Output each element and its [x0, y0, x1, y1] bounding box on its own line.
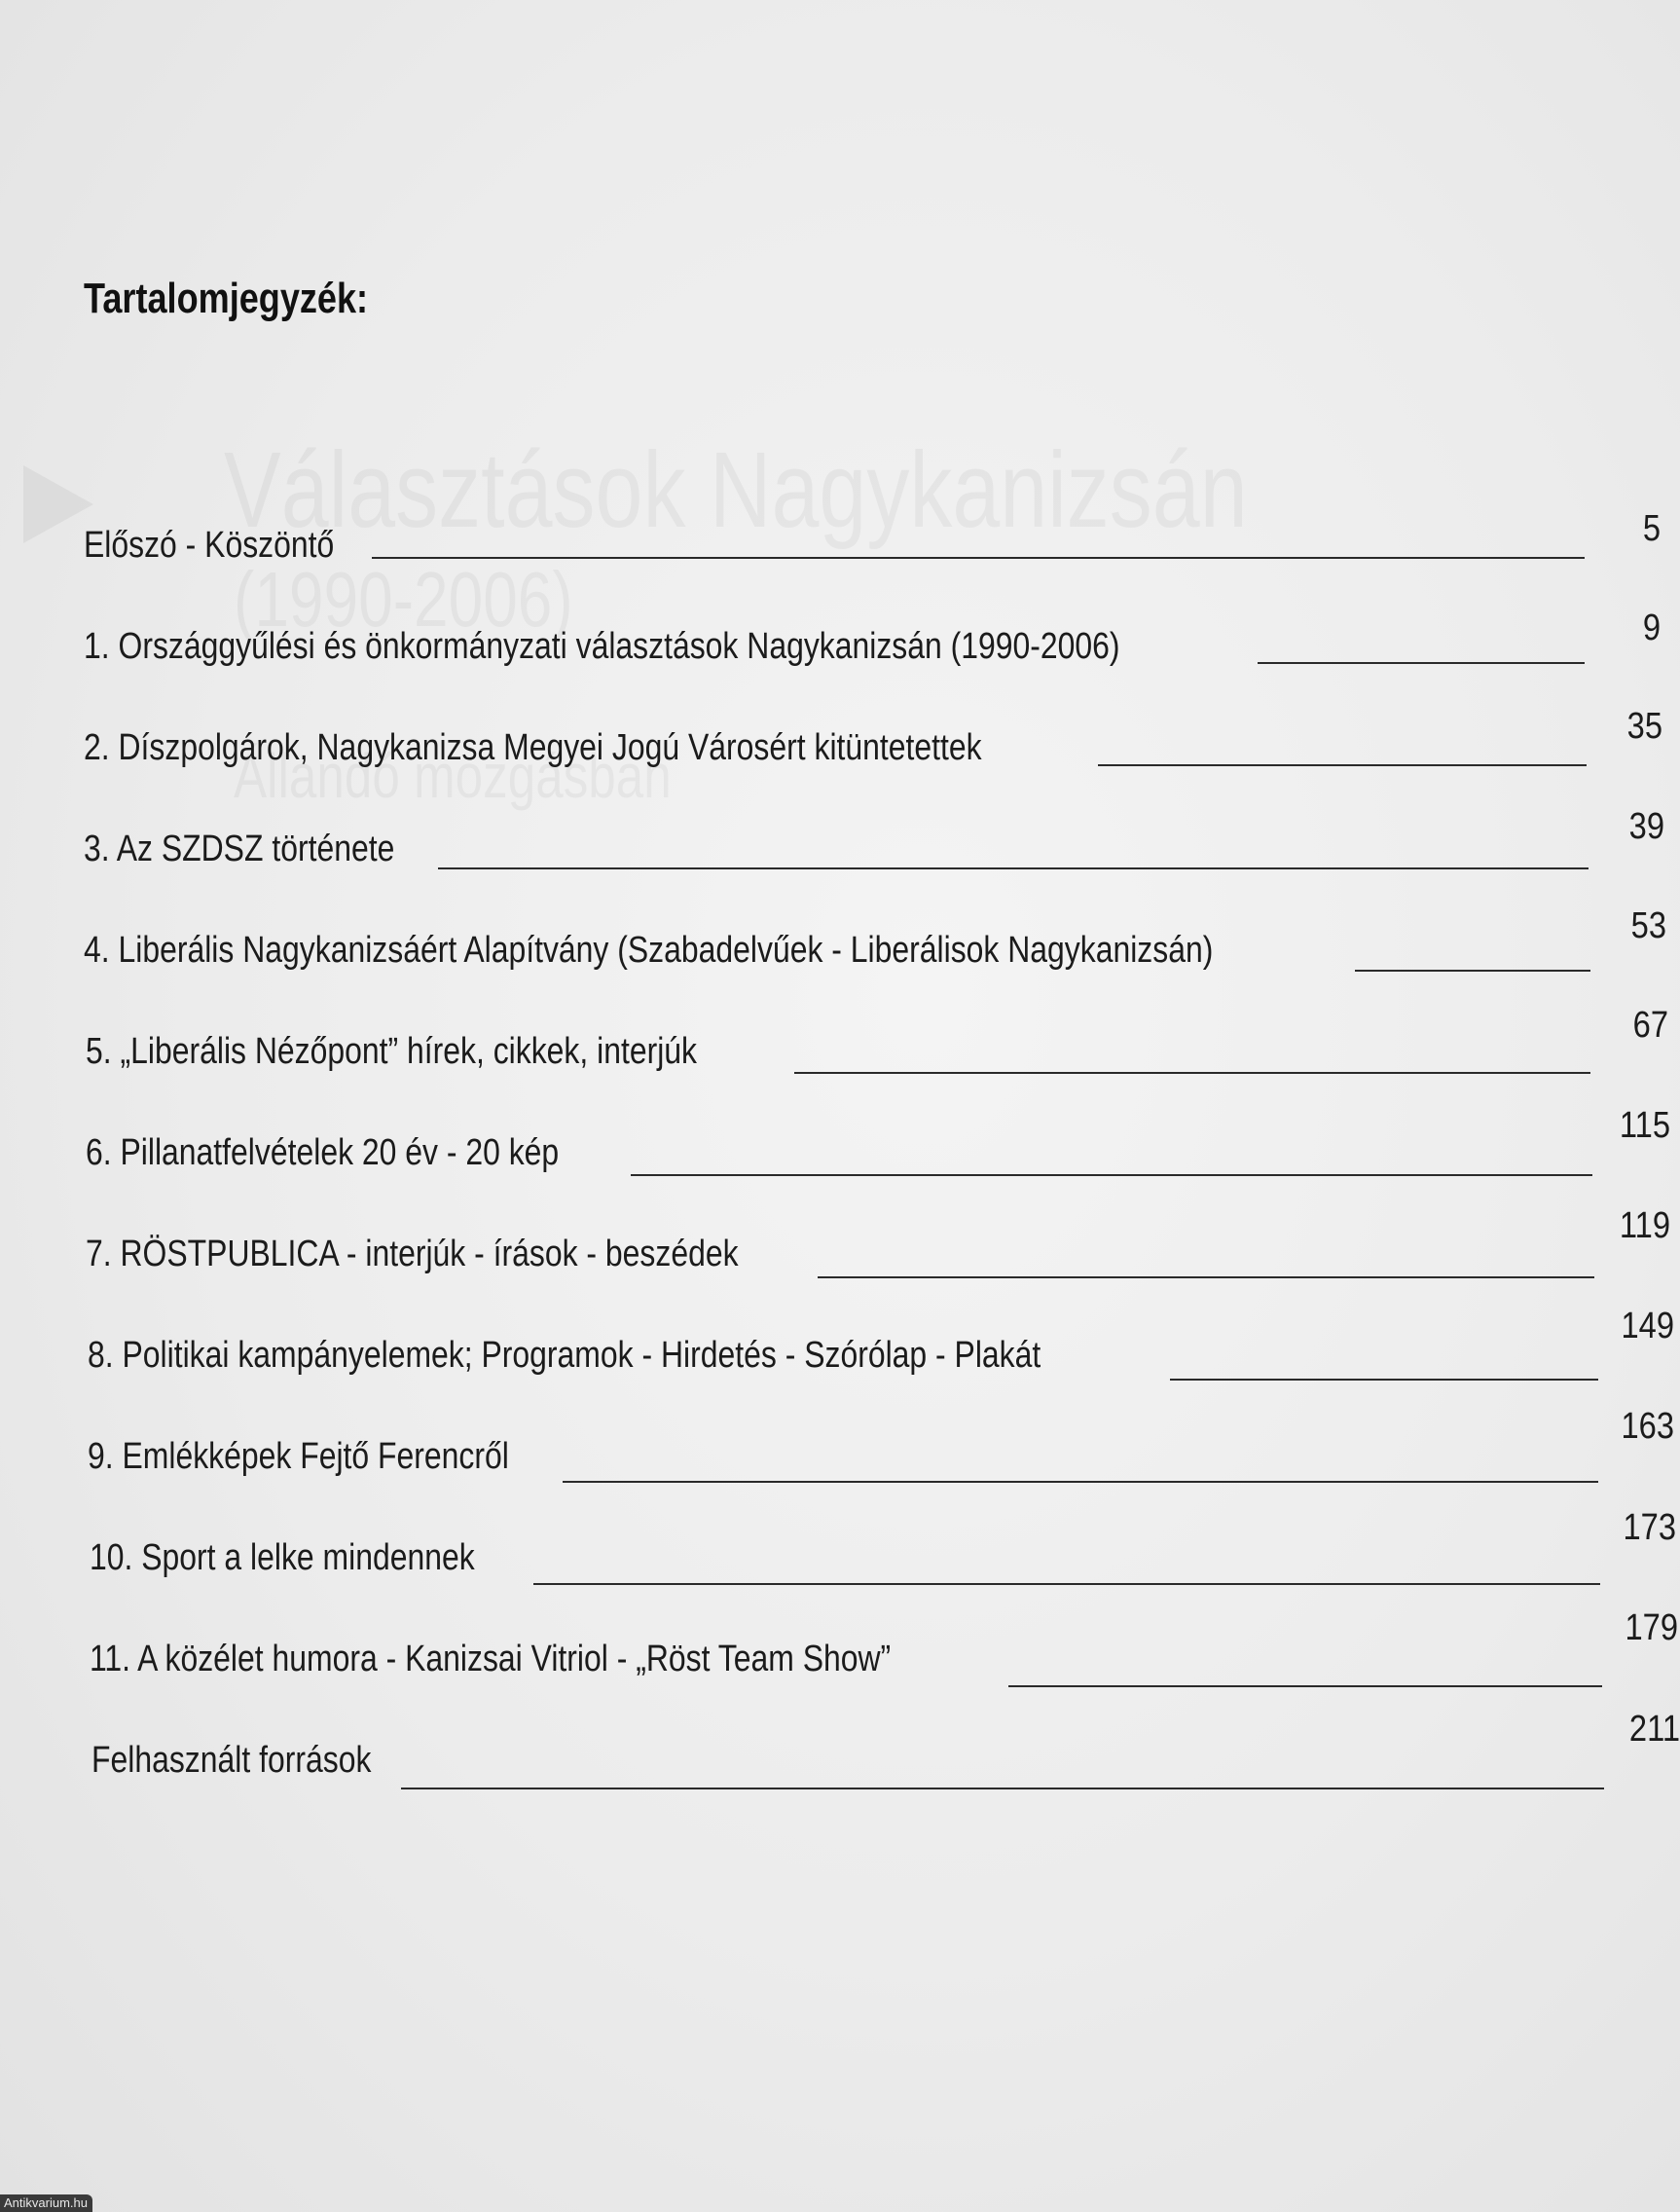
toc-leader-line	[533, 1583, 1600, 1585]
toc-entry-page: 173	[1623, 1507, 1676, 1548]
toc-entry[interactable]	[84, 508, 1661, 567]
toc-leader-line	[1258, 662, 1585, 664]
toc-entry-page: 119	[1619, 1205, 1670, 1246]
toc-leader-line	[1355, 970, 1590, 972]
toc-entry[interactable]	[86, 1105, 1670, 1174]
toc-heading: Tartalomjegyzék:	[84, 275, 369, 322]
toc-entry[interactable]	[90, 1607, 1678, 1680]
toc-entry-title: 4. Liberális Nagykanizsáért Alapítvány (Szabadelvűek - Liberálisok Nagykanizsán)	[84, 930, 1214, 971]
toc-leader-line	[818, 1276, 1594, 1278]
toc-entry-page: 39	[1628, 806, 1664, 847]
toc-entry-page: 9	[1642, 608, 1661, 648]
toc-leader-line	[401, 1788, 1604, 1789]
toc-entry-page: 149	[1621, 1306, 1674, 1346]
toc-entry-title: 10. Sport a lelke mindennek	[90, 1537, 475, 1578]
toc-entry-page: 5	[1642, 508, 1661, 549]
toc-entry-title: Előszó - Köszöntő	[84, 525, 335, 566]
toc-leader-line	[372, 557, 1585, 559]
toc-leader-line	[1098, 764, 1587, 766]
toc-entry-page: 35	[1626, 706, 1662, 747]
toc-entry[interactable]	[86, 1205, 1670, 1275]
toc-entry-title: 5. „Liberális Nézőpont” hírek, cikkek, interjúk	[86, 1031, 698, 1072]
toc-leader-line	[631, 1174, 1592, 1176]
toc-entry[interactable]	[84, 806, 1664, 870]
toc-entry[interactable]	[88, 1306, 1674, 1377]
toc-entry-page: 115	[1619, 1105, 1670, 1146]
toc-entry[interactable]	[84, 608, 1661, 668]
toc-entry[interactable]	[88, 1406, 1674, 1478]
toc-entry[interactable]	[90, 1507, 1676, 1579]
source-watermark: Antikvarium.hu	[0, 2194, 92, 2212]
toc-entry[interactable]	[91, 1709, 1680, 1782]
toc-entry-title: Felhasznált források	[91, 1740, 372, 1781]
toc-entry-title: 8. Politikai kampányelemek; Programok - Hirdetés - Szórólap - Plakát	[88, 1335, 1041, 1376]
toc-leader-line	[1008, 1685, 1602, 1687]
toc-entry[interactable]	[86, 1005, 1668, 1073]
toc-entry-page: 163	[1621, 1406, 1674, 1447]
toc-entry-page: 53	[1630, 905, 1666, 946]
toc-entry-page: 179	[1625, 1607, 1678, 1648]
toc-entry[interactable]	[84, 706, 1662, 769]
toc-leader-line	[563, 1481, 1598, 1483]
toc-entry-title: 3. Az SZDSZ története	[84, 829, 395, 869]
toc-entry-page: 211	[1628, 1709, 1680, 1750]
toc-leader-line	[1170, 1379, 1598, 1381]
toc-entry-title: 11. A közélet humora - Kanizsai Vitriol - „Röst Team Show”	[90, 1639, 892, 1679]
toc-entry-title: 1. Országgyűlési és önkormányzati választások Nagykanizsán (1990-2006)	[84, 626, 1120, 667]
toc-entry-title: 9. Emlékképek Fejtő Ferencről	[88, 1436, 509, 1477]
toc-leader-line	[438, 867, 1589, 869]
toc-entry-title: 6. Pillanatfelvételek 20 év - 20 kép	[86, 1132, 560, 1173]
toc-leader-line	[794, 1072, 1590, 1074]
toc-entry[interactable]	[84, 905, 1666, 972]
toc-entry-title: 7. RÖSTPUBLICA - interjúk - írások - beszédek	[86, 1234, 739, 1274]
toc-entry-title: 2. Díszpolgárok, Nagykanizsa Megyei Jogú Városért kitüntetettek	[84, 727, 982, 768]
toc-entry-page: 67	[1632, 1005, 1668, 1046]
